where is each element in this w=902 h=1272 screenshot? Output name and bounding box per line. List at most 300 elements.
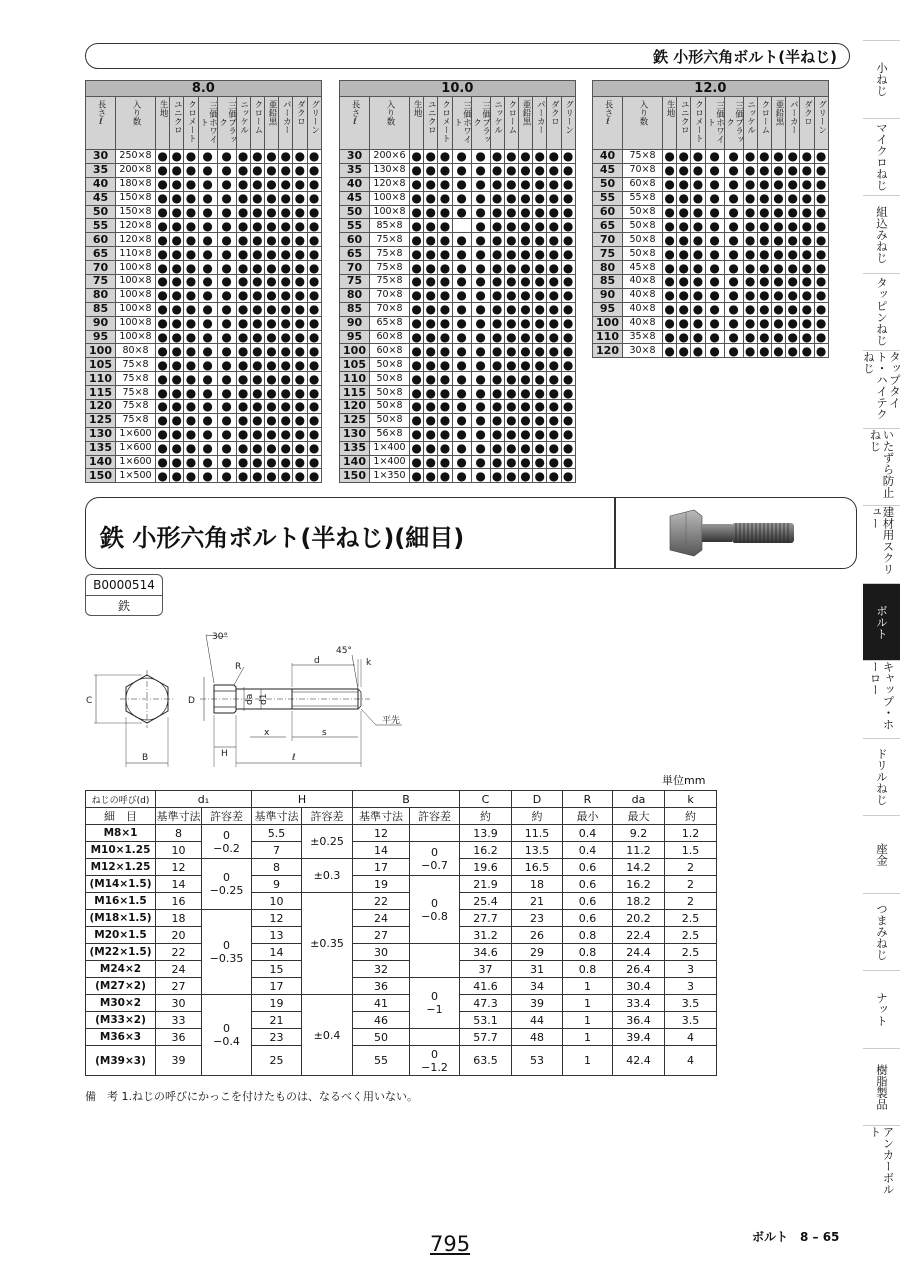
available-dot: ●: [185, 246, 197, 261]
available-dot: ●: [237, 427, 249, 442]
R-value: 0.8: [563, 944, 613, 961]
k-value: 2.5: [665, 910, 717, 927]
available-dot: ●: [237, 371, 249, 386]
R-value: 0.4: [563, 825, 613, 842]
R-value: 1: [563, 1029, 613, 1046]
side-tabs: [863, 40, 900, 1203]
available-dot: ●: [266, 468, 277, 483]
available-dot: ●: [237, 218, 249, 233]
side-tab[interactable]: [863, 660, 900, 738]
available-dot: ●: [506, 288, 517, 303]
length-cell: 105: [86, 358, 116, 372]
available-dot: ●: [534, 316, 545, 331]
available-dot: ●: [266, 149, 277, 164]
D-value: 18: [512, 876, 563, 893]
table-row: [340, 330, 576, 344]
col-finish: 三価ホワイト: [198, 97, 217, 150]
available-dot: ●: [411, 205, 422, 219]
available-dot: ●: [520, 205, 531, 219]
available-dot: ●: [678, 260, 690, 275]
available-dot: ●: [237, 468, 249, 483]
available-dot: ●: [185, 260, 197, 275]
length-cell: 85: [593, 275, 623, 289]
R-value: 0.8: [563, 961, 613, 978]
qty-cell: 56×8: [370, 427, 410, 441]
available-dot: ●: [562, 149, 574, 164]
side-tab[interactable]: [863, 815, 900, 893]
available-dot: ●: [452, 288, 471, 302]
available-dot: ●: [534, 288, 545, 303]
available-dot: ●: [439, 316, 451, 331]
available-dot: ●: [705, 219, 724, 233]
length-cell: 125: [86, 413, 116, 427]
available-dot: ●: [506, 468, 517, 483]
available-dot: ●: [237, 149, 249, 164]
available-dot: ●: [705, 316, 724, 330]
available-dot: ●: [294, 274, 306, 289]
available-dot: ●: [266, 163, 277, 178]
available-dot: ●: [252, 357, 263, 372]
thread-size: M12×1.25: [86, 859, 156, 876]
available-dot: ●: [773, 316, 784, 331]
available-dot: ●: [506, 330, 517, 345]
available-dot: ●: [237, 399, 249, 414]
available-dot: ●: [217, 150, 236, 164]
length-cell: 140: [86, 455, 116, 469]
available-dot: ●: [562, 427, 574, 442]
length-cell: 30: [86, 150, 116, 164]
available-dot: ●: [198, 469, 217, 483]
table-row: [593, 316, 829, 330]
available-dot: ●: [198, 413, 217, 427]
side-tab[interactable]: [863, 1125, 900, 1203]
available-dot: ●: [724, 261, 743, 275]
available-dot: ●: [425, 343, 437, 358]
available-dot: ●: [801, 246, 813, 261]
side-tab-label: 樹脂製品: [875, 1063, 889, 1110]
available-dot: ●: [692, 316, 704, 331]
side-tab[interactable]: [863, 195, 900, 273]
available-dot: ●: [815, 191, 827, 206]
B-value: 46: [353, 1012, 410, 1029]
available-dot: ●: [157, 246, 168, 261]
available-dot: ●: [294, 330, 306, 345]
available-dot: ●: [678, 288, 690, 303]
available-dot: ●: [491, 191, 503, 206]
available-dot: ●: [491, 468, 503, 483]
size-table-12: [592, 80, 829, 358]
table-row: [340, 261, 576, 275]
d1-value: 14: [156, 876, 202, 893]
available-dot: ●: [308, 371, 320, 386]
available-dot: ●: [425, 399, 437, 414]
available-dot: ●: [548, 330, 560, 345]
C-value: 19.6: [460, 859, 512, 876]
available-dot: ●: [506, 371, 517, 386]
available-dot: ●: [198, 386, 217, 400]
available-dot: ●: [744, 177, 756, 192]
available-dot: ●: [198, 427, 217, 441]
available-dot: ●: [548, 218, 560, 233]
available-dot: ●: [411, 149, 422, 164]
available-dot: ●: [252, 330, 263, 345]
available-dot: ●: [815, 218, 827, 233]
available-dot: ●: [692, 149, 704, 164]
available-dot: ●: [692, 246, 704, 261]
d1-value: 33: [156, 1012, 202, 1029]
length-cell: 115: [340, 386, 370, 400]
available-dot: ●: [308, 468, 320, 483]
qty-cell: 100×8: [116, 302, 156, 316]
side-tab[interactable]: [863, 350, 900, 428]
available-dot: ●: [562, 260, 574, 275]
footer-section: ボルト 8 – 65: [752, 1230, 840, 1244]
available-dot: ●: [506, 399, 517, 414]
available-dot: ●: [294, 371, 306, 386]
available-dot: ●: [759, 288, 770, 303]
qty-cell: 1×600: [116, 455, 156, 469]
available-dot: ●: [520, 274, 531, 289]
available-dot: ●: [705, 177, 724, 191]
available-dot: ●: [471, 386, 490, 400]
available-dot: ●: [217, 386, 236, 400]
available-dot: ●: [157, 260, 168, 275]
available-dot: ●: [439, 468, 451, 483]
available-dot: ●: [217, 302, 236, 316]
available-dot: ●: [773, 330, 784, 345]
k-value: 1.2: [665, 825, 717, 842]
available-dot: ●: [171, 260, 183, 275]
table-row: [86, 995, 717, 1012]
product-title-box: [85, 497, 857, 569]
D-value: 23: [512, 910, 563, 927]
product-title: 鉄 小形六角ボルト(半ねじ)(細目): [100, 524, 465, 552]
available-dot: ●: [157, 427, 168, 442]
available-dot: ●: [744, 218, 756, 233]
available-dot: ●: [801, 149, 813, 164]
k-value: 2: [665, 876, 717, 893]
available-dot: ●: [471, 316, 490, 330]
available-dot: ●: [217, 275, 236, 289]
length-cell: 85: [340, 302, 370, 316]
available-dot: ●: [562, 177, 574, 192]
available-dot: ●: [280, 427, 291, 442]
H-tolerance: ±0.3: [302, 859, 353, 893]
available-dot: ●: [266, 232, 277, 247]
side-tab[interactable]: [863, 40, 900, 118]
length-cell: 40: [340, 177, 370, 191]
available-dot: ●: [452, 413, 471, 427]
available-dot: ●: [294, 191, 306, 206]
label-k: k: [366, 658, 372, 668]
available-dot: ●: [217, 191, 236, 205]
dimension-table: [85, 790, 717, 1076]
d1-tolerance: 0 −0.2: [202, 825, 252, 859]
available-dot: ●: [773, 260, 784, 275]
available-dot: ●: [171, 455, 183, 470]
available-dot: ●: [815, 316, 827, 331]
available-dot: ●: [217, 316, 236, 330]
available-dot: ●: [534, 218, 545, 233]
available-dot: ●: [452, 150, 471, 164]
R-value: 0.8: [563, 927, 613, 944]
qty-cell: 70×8: [370, 302, 410, 316]
available-dot: ●: [171, 246, 183, 261]
side-tab[interactable]: [863, 505, 900, 583]
page-number: 795: [430, 1232, 471, 1256]
available-dot: ●: [266, 399, 277, 414]
table-row: [86, 219, 322, 233]
available-dot: ●: [520, 441, 531, 456]
available-dot: ●: [773, 302, 784, 317]
label-45deg: 45°: [336, 646, 352, 656]
col-qty: 入り数: [623, 97, 663, 150]
table-row: [340, 302, 576, 316]
available-dot: ●: [425, 302, 437, 317]
B-tolerance: 0 −1: [410, 978, 460, 1029]
qty-cell: 80×8: [116, 344, 156, 358]
available-dot: ●: [217, 455, 236, 469]
available-dot: ●: [548, 316, 560, 331]
d1-tolerance: 0 −0.35: [202, 910, 252, 995]
available-dot: ●: [724, 302, 743, 316]
available-dot: ●: [237, 302, 249, 317]
available-dot: ●: [534, 149, 545, 164]
available-dot: ●: [266, 218, 277, 233]
qty-cell: 75×8: [370, 261, 410, 275]
sub-fine: 細 目: [86, 808, 156, 825]
available-dot: ●: [815, 163, 827, 178]
D-value: 39: [512, 995, 563, 1012]
available-dot: ●: [308, 399, 320, 414]
side-tab[interactable]: [863, 273, 900, 351]
available-dot: ●: [506, 149, 517, 164]
available-dot: ●: [185, 427, 197, 442]
available-dot: ●: [294, 302, 306, 317]
length-cell: 115: [86, 386, 116, 400]
available-dot: ●: [548, 205, 560, 219]
table-row: [86, 927, 717, 944]
length-cell: 135: [340, 441, 370, 455]
available-dot: ●: [280, 274, 291, 289]
qty-cell: 50×8: [623, 205, 663, 219]
available-dot: ●: [217, 344, 236, 358]
available-dot: ●: [815, 343, 827, 358]
available-dot: ●: [520, 218, 531, 233]
available-dot: ●: [439, 232, 451, 247]
available-dot: ●: [185, 316, 197, 331]
available-dot: ●: [491, 455, 503, 470]
available-dot: ●: [252, 205, 263, 219]
available-dot: ●: [157, 399, 168, 414]
available-dot: ●: [198, 219, 217, 233]
side-tab[interactable]: [863, 1048, 900, 1126]
available-dot: ●: [171, 441, 183, 456]
B-value: 55: [353, 1046, 410, 1076]
d1-value: 24: [156, 961, 202, 978]
available-dot: ●: [411, 260, 422, 275]
available-dot: ●: [452, 344, 471, 358]
d1-value: 39: [156, 1046, 202, 1076]
B-tolerance: 0 −0.8: [410, 876, 460, 944]
available-dot: ●: [705, 288, 724, 302]
k-value: 2.5: [665, 927, 717, 944]
length-cell: 70: [340, 261, 370, 275]
available-dot: ●: [411, 316, 422, 331]
col-finish: 亜鉛黒: [771, 97, 785, 150]
available-dot: ●: [252, 427, 263, 442]
available-dot: ●: [237, 260, 249, 275]
available-dot: ●: [787, 246, 798, 261]
available-dot: ●: [185, 455, 197, 470]
thread-size: (M39×3): [86, 1046, 156, 1076]
da-value: 14.2: [613, 859, 665, 876]
qty-cell: 30×8: [623, 344, 663, 358]
qty-cell: 75×8: [116, 372, 156, 386]
side-tab[interactable]: [863, 118, 900, 196]
qty-cell: 60×8: [370, 344, 410, 358]
available-dot: ●: [759, 246, 770, 261]
available-dot: ●: [744, 330, 756, 345]
available-dot: ●: [217, 205, 236, 219]
available-dot: ●: [815, 288, 827, 303]
available-dot: ●: [171, 274, 183, 289]
available-dot: ●: [294, 177, 306, 192]
length-cell: 75: [86, 275, 116, 289]
side-tab[interactable]: [863, 738, 900, 816]
available-dot: ●: [692, 302, 704, 317]
available-dot: ●: [425, 427, 437, 442]
available-dot: ●: [280, 191, 291, 206]
available-dot: ●: [266, 455, 277, 470]
available-dot: ●: [801, 232, 813, 247]
available-dot: ●: [308, 274, 320, 289]
col-finish: 亜鉛黒: [518, 97, 532, 150]
available-dot: ●: [237, 177, 249, 192]
C-value: 13.9: [460, 825, 512, 842]
available-dot: ●: [252, 288, 263, 303]
available-dot: ●: [157, 468, 168, 483]
available-dot: ●: [491, 218, 503, 233]
available-dot: ●: [491, 288, 503, 303]
available-dot: ●: [266, 302, 277, 317]
available-dot: ●: [692, 163, 704, 178]
side-tab[interactable]: [863, 970, 900, 1048]
side-tab[interactable]: [863, 893, 900, 971]
available-dot: ●: [705, 275, 724, 289]
available-dot: ●: [411, 385, 422, 400]
available-dot: ●: [562, 288, 574, 303]
available-dot: ●: [471, 413, 490, 427]
available-dot: ●: [439, 302, 451, 317]
R-value: 0.4: [563, 842, 613, 859]
length-cell: 110: [340, 372, 370, 386]
available-dot: ●: [217, 441, 236, 455]
length-cell: 35: [340, 163, 370, 177]
available-dot: ●: [744, 302, 756, 317]
available-dot: ●: [773, 191, 784, 206]
col-finish: ユニクロ: [170, 97, 184, 150]
available-dot: ●: [815, 274, 827, 289]
qty-cell: 40×8: [623, 316, 663, 330]
table-row: [340, 441, 576, 455]
available-dot: ●: [491, 149, 503, 164]
available-dot: ●: [452, 386, 471, 400]
available-dot: ●: [294, 357, 306, 372]
available-dot: ●: [664, 163, 675, 178]
thread-size: (M22×1.5): [86, 944, 156, 961]
d1-value: 27: [156, 978, 202, 995]
available-dot: ●: [280, 302, 291, 317]
head-H: H: [252, 791, 353, 808]
length-cell: 55: [86, 219, 116, 233]
available-dot: ●: [491, 441, 503, 456]
side-tab[interactable]: [863, 583, 900, 661]
available-dot: ●: [520, 163, 531, 178]
available-dot: ●: [171, 149, 183, 164]
available-dot: ●: [705, 344, 724, 358]
available-dot: ●: [471, 247, 490, 261]
qty-cell: 200×8: [116, 163, 156, 177]
d1-value: 16: [156, 893, 202, 910]
available-dot: ●: [773, 246, 784, 261]
k-value: 2: [665, 893, 717, 910]
side-tab[interactable]: [863, 428, 900, 506]
available-dot: ●: [308, 316, 320, 331]
qty-cell: 55×8: [623, 191, 663, 205]
thread-size: M8×1: [86, 825, 156, 842]
available-dot: ●: [452, 427, 471, 441]
available-dot: ●: [562, 163, 574, 178]
sub-min-R: 最小: [563, 808, 613, 825]
length-cell: 45: [86, 191, 116, 205]
C-value: 25.4: [460, 893, 512, 910]
available-dot: ●: [425, 441, 437, 456]
label-C: C: [86, 696, 93, 706]
C-value: 41.6: [460, 978, 512, 995]
D-value: 31: [512, 961, 563, 978]
qty-cell: 1×350: [370, 469, 410, 483]
k-value: 2.5: [665, 944, 717, 961]
thread-size: (M33×2): [86, 1012, 156, 1029]
table-row: [86, 910, 717, 927]
available-dot: ●: [252, 163, 263, 178]
available-dot: ●: [664, 274, 675, 289]
table-row: [340, 177, 576, 191]
header-bar: [85, 43, 850, 69]
available-dot: ●: [506, 316, 517, 331]
available-dot: ●: [705, 150, 724, 164]
available-dot: ●: [171, 385, 183, 400]
table-row: [593, 275, 829, 289]
available-dot: ●: [252, 191, 263, 206]
available-dot: ●: [252, 468, 263, 483]
available-dot: ●: [308, 455, 320, 470]
length-cell: 150: [340, 469, 370, 483]
available-dot: ●: [471, 177, 490, 191]
length-cell: 110: [593, 330, 623, 344]
available-dot: ●: [280, 163, 291, 178]
R-value: 1: [563, 995, 613, 1012]
available-dot: ●: [773, 205, 784, 219]
available-dot: ●: [237, 205, 249, 219]
available-dot: ●: [534, 427, 545, 442]
col-finish: クロメート: [184, 97, 198, 150]
B-value: 27: [353, 927, 410, 944]
length-cell: 120: [340, 400, 370, 414]
R-value: 1: [563, 1012, 613, 1029]
available-dot: ●: [471, 427, 490, 441]
